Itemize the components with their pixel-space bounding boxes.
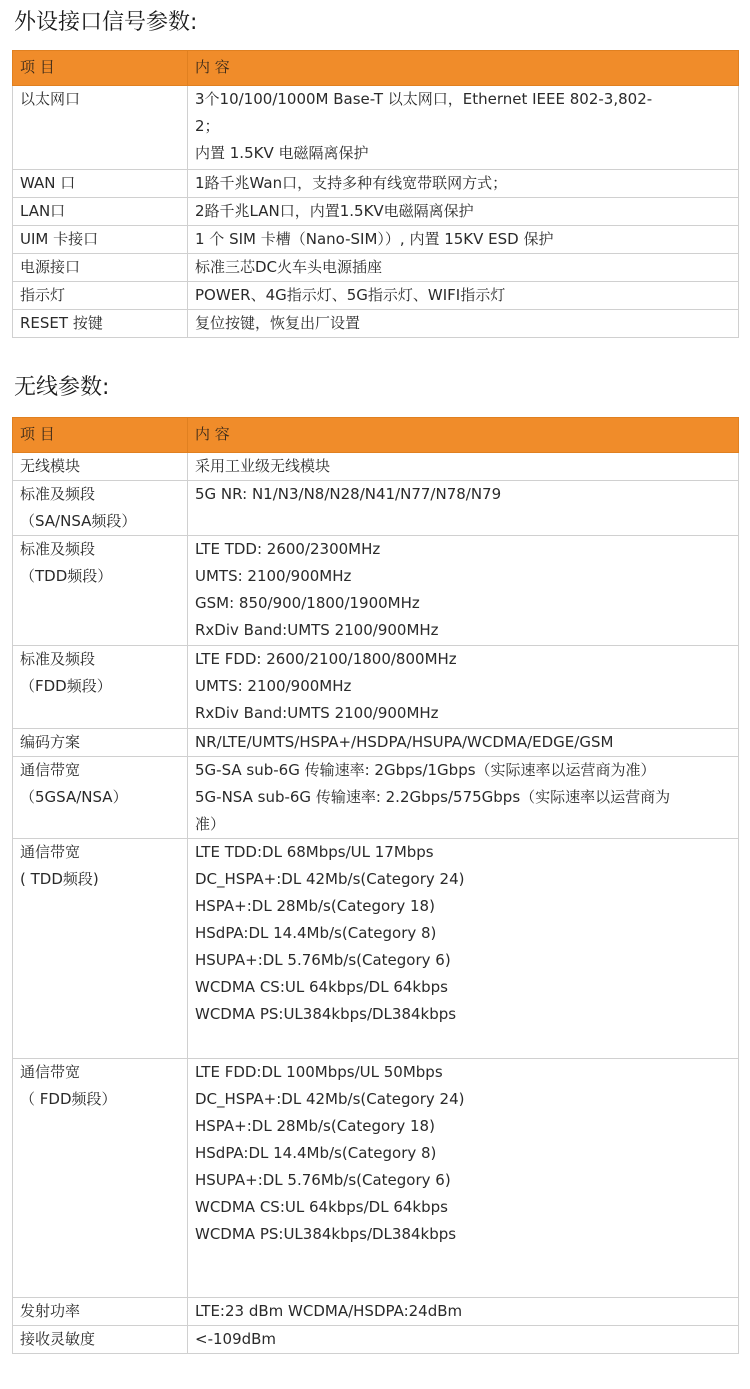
row-value (188, 282, 739, 310)
row-label-line: （FDD频段） (20, 677, 112, 695)
row-value-line: 复位按键，恢复出厂设置 (195, 314, 361, 332)
row-value-line: HSUPA+:DL 5.76Mb/s(Category 6) (195, 951, 451, 969)
row-value-line: WCDMA PS:UL384kbps/DL384kbps (195, 1005, 457, 1023)
row-value-line: 1路千兆Wan口，支持多种有线宽带联网方式； (195, 174, 508, 192)
table-row (13, 839, 739, 1059)
row-label-line: （TDD频段） (20, 567, 113, 585)
row-label (13, 226, 188, 254)
row-label-line: 无线模块 (20, 457, 81, 475)
row-value (188, 481, 739, 536)
row-label-line: 通信带宽 (20, 761, 81, 779)
row-label-line: 接收灵敏度 (20, 1330, 96, 1348)
row-label (13, 757, 188, 839)
row-value (188, 839, 739, 1059)
table-row (13, 310, 739, 338)
row-value (188, 729, 739, 757)
section2-title: 无线参数: (14, 375, 110, 400)
row-value (188, 226, 739, 254)
table-row (13, 226, 739, 254)
row-label-line: WAN 口 (20, 174, 76, 192)
row-value-line: RxDiv Band:UMTS 2100/900MHz (195, 704, 439, 722)
row-value-line: 2； (195, 117, 220, 135)
table-row (13, 481, 739, 536)
row-value-line: UMTS: 2100/900MHz (195, 677, 352, 695)
table-row (13, 646, 739, 729)
row-label-line: LAN口 (20, 202, 66, 220)
table-row (13, 1059, 739, 1298)
table-row (13, 170, 739, 198)
row-value-line: HSPA+:DL 28Mb/s(Category 18) (195, 897, 435, 915)
table-row (13, 198, 739, 226)
row-label-line: 标准及频段 (20, 650, 96, 668)
row-value (188, 536, 739, 646)
table-header-row (13, 51, 739, 86)
row-label-line: 通信带宽 (20, 1063, 81, 1081)
row-label-line: RESET 按键 (20, 314, 103, 332)
row-value-line: <-109dBm (195, 1330, 277, 1348)
row-label (13, 1059, 188, 1298)
row-value (188, 1326, 739, 1354)
row-value-line: 标准三芯DC火车头电源插座 (195, 258, 383, 276)
row-value-line: HSPA+:DL 28Mb/s(Category 18) (195, 1117, 435, 1135)
row-value-line: 3个10/100/1000M Base-T 以太网口，Ethernet IEEE 802-3,802- (195, 90, 653, 108)
row-value-line: HSdPA:DL 14.4Mb/s(Category 8) (195, 924, 437, 942)
row-value-line: 5G-NSA sub-6G 传输速率: 2.2Gbps/575Gbps（实际速率以运营商为 (195, 788, 671, 806)
row-value (188, 453, 739, 481)
header-content: 内 容 (188, 418, 739, 453)
header-content: 内 容 (188, 51, 739, 86)
table-header-row (13, 418, 739, 453)
row-value-line: LTE FDD:DL 100Mbps/UL 50Mbps (195, 1063, 443, 1081)
row-label (13, 1298, 188, 1326)
table-row (13, 282, 739, 310)
table-row (13, 757, 739, 839)
row-value-line: WCDMA CS:UL 64kbps/DL 64kbps (195, 1198, 448, 1216)
row-label (13, 453, 188, 481)
row-value (188, 1059, 739, 1298)
row-label-line: 通信带宽 (20, 843, 81, 861)
row-label-line: （5GSA/NSA） (20, 788, 128, 806)
row-value-line: LTE FDD: 2600/2100/1800/800MHz (195, 650, 457, 668)
table-row (13, 86, 739, 170)
row-label-line: 指示灯 (20, 286, 66, 304)
row-value-line: HSUPA+:DL 5.76Mb/s(Category 6) (195, 1171, 451, 1189)
row-value (188, 646, 739, 729)
row-value (188, 1298, 739, 1326)
row-value-line: LTE TDD:DL 68Mbps/UL 17Mbps (195, 843, 434, 861)
row-value-line: GSM: 850/900/1800/1900MHz (195, 594, 420, 612)
row-value (188, 170, 739, 198)
row-value-line: 5G-SA sub-6G 传输速率: 2Gbps/1Gbps（实际速率以运营商为准） (195, 761, 656, 779)
row-value (188, 198, 739, 226)
header-item: 项 目 (13, 418, 188, 453)
row-label-line: 发射功率 (20, 1302, 81, 1320)
row-label-line: （SA/NSA频段） (20, 512, 137, 530)
row-label-line: UIM 卡接口 (20, 230, 99, 248)
row-label-line: ( TDD频段) (20, 870, 99, 888)
row-value-line: DC_HSPA+:DL 42Mb/s(Category 24) (195, 1090, 465, 1108)
table-row (13, 1298, 739, 1326)
row-label (13, 170, 188, 198)
row-value-line: LTE:23 dBm WCDMA/HSDPA:24dBm (195, 1302, 463, 1320)
row-value (188, 310, 739, 338)
interface-spec-table (12, 50, 739, 338)
row-value (188, 86, 739, 170)
row-value (188, 757, 739, 839)
row-value-line: 1 个 SIM 卡槽（Nano-SIM））, 内置 15KV ESD 保护 (195, 230, 554, 248)
row-label (13, 254, 188, 282)
table-row (13, 453, 739, 481)
row-label-line: 以太网口 (20, 90, 81, 108)
row-label (13, 282, 188, 310)
row-label (13, 729, 188, 757)
row-label (13, 1326, 188, 1354)
row-value-line: WCDMA PS:UL384kbps/DL384kbps (195, 1225, 457, 1243)
row-value-line: LTE TDD: 2600/2300MHz (195, 540, 381, 558)
row-label (13, 839, 188, 1059)
header-item: 项 目 (13, 51, 188, 86)
table-row (13, 729, 739, 757)
row-value-line: 5G NR: N1/N3/N8/N28/N41/N77/N78/N79 (195, 485, 502, 503)
row-value-line: 2路千兆LAN口，内置1.5KV电磁隔离保护 (195, 202, 474, 220)
wireless-spec-table (12, 417, 739, 1354)
row-label-line: 标准及频段 (20, 540, 96, 558)
row-label-line: （ FDD频段） (20, 1090, 117, 1108)
row-value-line: RxDiv Band:UMTS 2100/900MHz (195, 621, 439, 639)
row-label-line: 编码方案 (20, 733, 81, 751)
row-value-line: UMTS: 2100/900MHz (195, 567, 352, 585)
row-label (13, 310, 188, 338)
row-label (13, 86, 188, 170)
row-label (13, 198, 188, 226)
row-value-line: 采用工业级无线模块 (195, 457, 331, 475)
row-value-line: 内置 1.5KV 电磁隔离保护 (195, 144, 369, 162)
row-value-line: 准） (195, 815, 226, 833)
table-row (13, 1326, 739, 1354)
row-value-line: POWER、4G指示灯、5G指示灯、WIFI指示灯 (195, 286, 506, 304)
table-row (13, 536, 739, 646)
row-label-line: 标准及频段 (20, 485, 96, 503)
row-label (13, 481, 188, 536)
row-value-line: WCDMA CS:UL 64kbps/DL 64kbps (195, 978, 448, 996)
row-label-line: 电源接口 (20, 258, 81, 276)
row-value-line: NR/LTE/UMTS/HSPA+/HSDPA/HSUPA/WCDMA/EDGE/GSM (195, 733, 614, 751)
table-row (13, 254, 739, 282)
section1-title: 外设接口信号参数: (14, 10, 198, 35)
row-label (13, 536, 188, 646)
row-value-line: DC_HSPA+:DL 42Mb/s(Category 24) (195, 870, 465, 888)
row-label (13, 646, 188, 729)
row-value-line: HSdPA:DL 14.4Mb/s(Category 8) (195, 1144, 437, 1162)
row-value (188, 254, 739, 282)
